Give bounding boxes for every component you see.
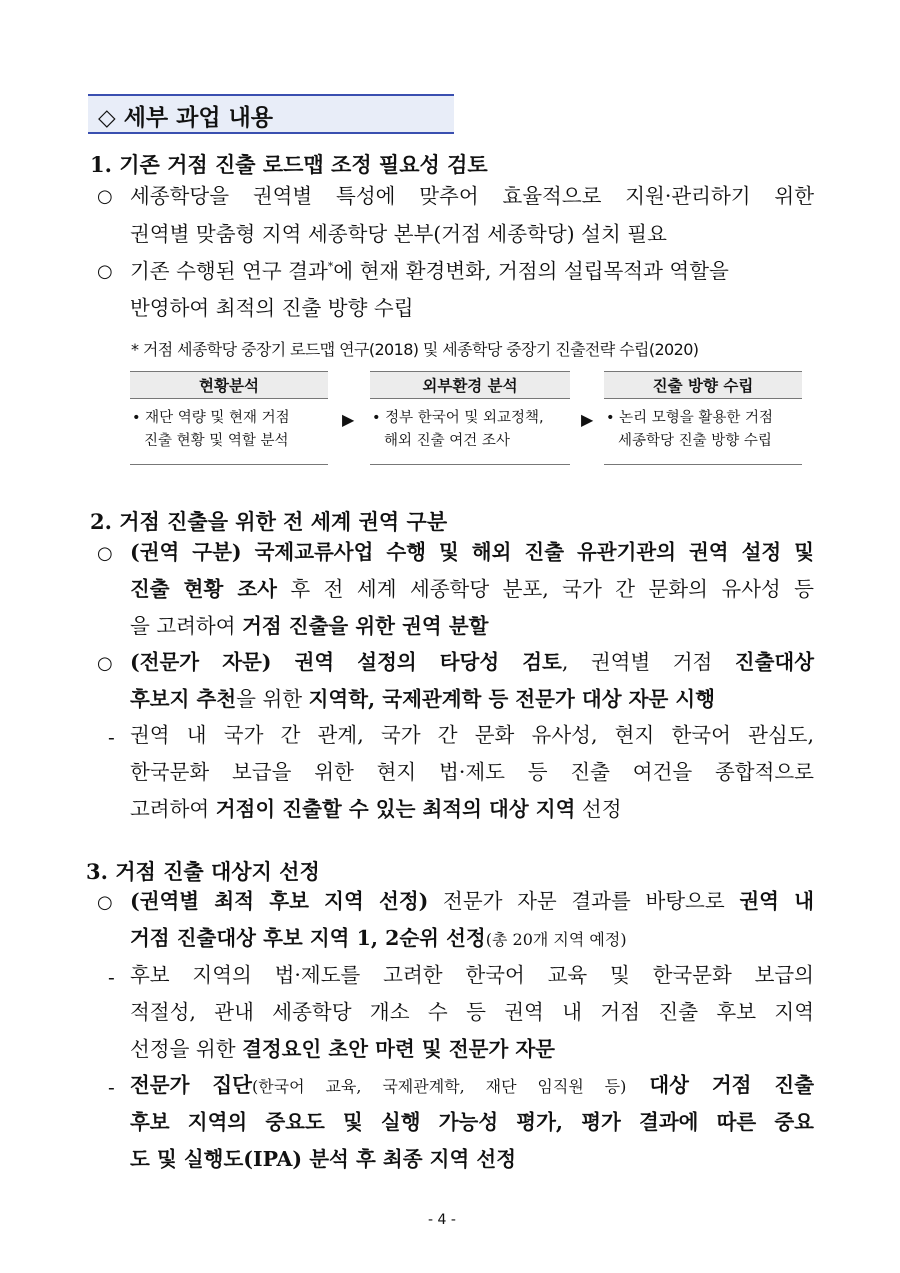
dash-marker: -	[108, 1075, 115, 1099]
s2-d1-line2: 한국문화 보급을 위한 현지 법·제도 등 진출 여건을 종합적으로	[130, 760, 814, 784]
process-box-title: 진출 방향 수립	[604, 371, 802, 399]
s1-b1-line1: 세종학당을 권역별 특성에 맞추어 효율적으로 지원·관리하기 위한	[130, 184, 814, 208]
heading-2: 2. 거점 진출을 위한 전 세계 권역 구분	[90, 509, 448, 534]
s2-d1-line3: 고려하여 거점이 진출할 수 있는 최적의 대상 지역 선정	[130, 797, 622, 821]
s1-b2-line2: 반영하여 최적의 진출 방향 수립	[130, 296, 414, 320]
bullet-marker: ○	[97, 261, 113, 282]
s3-d1-line3: 선정을 위한 결정요인 초안 마련 및 전문가 자문	[130, 1037, 555, 1061]
bullet-marker: ○	[97, 892, 113, 913]
heading-1: 1. 기존 거점 진출 로드맵 조정 필요성 검토	[90, 152, 488, 177]
s2-b1-line3: 을 고려하여 거점 진출을 위한 권역 분할	[130, 614, 489, 638]
bullet-marker: ○	[97, 653, 113, 674]
s3-b1-line2: 거점 진출대상 후보 지역 1, 2순위 선정(총 20개 지역 예정)	[130, 926, 627, 950]
s1-b1-line2: 권역별 맞춤형 지역 세종학당 본부(거점 세종학당) 설치 필요	[130, 222, 667, 246]
process-box-title: 외부환경 분석	[370, 371, 570, 399]
s3-b1-line1: (권역별 최적 후보 지역 선정) 전문가 자문 결과를 바탕으로 권역 내	[130, 889, 815, 913]
dash-marker: -	[108, 965, 115, 989]
s3-d2-line1: 전문가 집단(한국어 교육, 국제관계학, 재단 임직원 등) 대상 거점 진출	[130, 1073, 815, 1097]
process-box-1	[130, 371, 328, 465]
footnote: * 거점 세종학당 중장기 로드맵 연구(2018) 및 세종학당 중장기 진출전략 수립(2020)	[131, 340, 699, 359]
s1-b2-line1: 기존 수행된 연구 결과*에 현재 환경변화, 거점의 설립목적과 역할을	[130, 259, 729, 283]
s3-d2-line3: 도 및 실행도(IPA) 분석 후 최종 지역 선정	[130, 1147, 517, 1171]
s2-d1-line1: 권역 내 국가 간 관계, 국가 간 문화 유사성, 현지 한국어 관심도,	[130, 723, 814, 747]
page-number: - 4 -	[428, 1212, 456, 1228]
s3-d1-line2: 적절성, 관내 세종학당 개소 수 등 권역 내 거점 진출 후보 지역	[130, 1000, 814, 1024]
bullet-marker: ○	[97, 186, 113, 207]
heading-3: 3. 거점 진출 대상지 선정	[86, 859, 320, 884]
section-title: ◇ 세부 과업 내용	[98, 105, 274, 131]
process-box-body: • 정부 한국어 및 외교정책, 해외 진출 여건 조사	[370, 399, 570, 465]
bullet-marker: ○	[97, 543, 113, 564]
process-box-3	[604, 371, 802, 465]
process-box-body: • 재단 역량 및 현재 거점 진출 현황 및 역할 분석	[130, 399, 328, 465]
s3-d1-line1: 후보 지역의 법·제도를 고려한 한국어 교육 및 한국문화 보급의	[130, 963, 814, 987]
process-box-title: 현황분석	[130, 371, 328, 399]
process-box-2	[370, 371, 570, 465]
arrow-icon: ▶	[342, 410, 355, 429]
s3-d2-line2: 후보 지역의 중요도 및 실행 가능성 평가, 평가 결과에 따른 중요	[130, 1110, 814, 1134]
s2-b2-line1: (전문가 자문) 권역 설정의 타당성 검토, 권역별 거점 진출대상	[130, 650, 814, 674]
process-box-body: • 논리 모형을 활용한 거점 세종학당 진출 방향 수립	[604, 399, 802, 465]
arrow-icon: ▶	[581, 410, 594, 429]
s2-b1-line2: 진출 현황 조사 후 전 세계 세종학당 분포, 국가 간 문화의 유사성 등	[130, 577, 814, 601]
dash-marker: -	[108, 725, 115, 749]
s2-b2-line2: 후보지 추천을 위한 지역학, 국제관계학 등 전문가 대상 자문 시행	[130, 687, 716, 711]
s2-b1-line1: (권역 구분) 국제교류사업 수행 및 해외 진출 유관기관의 권역 설정 및	[130, 540, 814, 564]
